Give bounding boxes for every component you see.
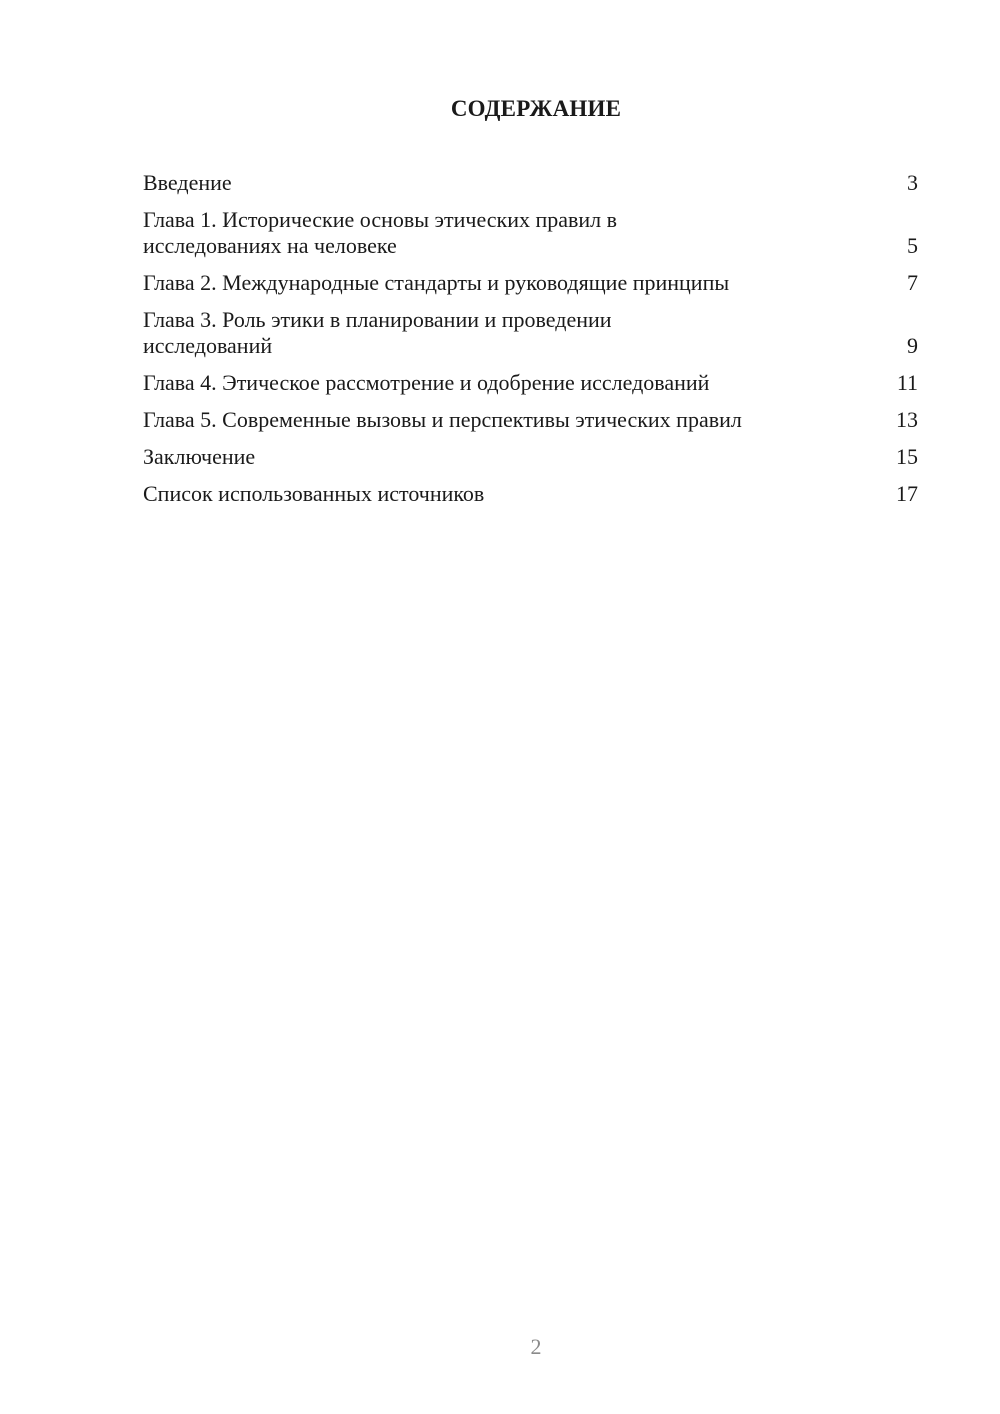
toc-entry-title: Глава 1. Исторические основы этических правил в исследованиях на человеке (143, 207, 618, 258)
toc-entry-page: 15 (896, 444, 918, 469)
toc-entry-page: 9 (907, 333, 918, 358)
toc-entry-title: Заключение (143, 444, 256, 469)
toc-entry-page: 3 (907, 170, 918, 195)
toc-entry-page: 17 (896, 481, 918, 506)
toc-entry-title: Глава 4. Этическое рассмотрение и одобрение исследований (143, 370, 710, 395)
toc-entry-page: 11 (896, 370, 918, 395)
toc-entry-chapter-4 (143, 370, 918, 396)
toc-entry-conclusion (143, 444, 918, 470)
toc-entry-chapter-1 (143, 207, 918, 259)
table-of-contents (143, 170, 918, 518)
toc-entry-page: 7 (907, 270, 918, 295)
toc-entry-title: Глава 2. Международные стандарты и руководящие принципы (143, 270, 730, 295)
toc-entry-title: Глава 3. Роль этики в планировании и проведении исследований (143, 307, 612, 358)
toc-entry-chapter-3 (143, 307, 918, 359)
toc-entry-page: 13 (896, 407, 918, 432)
page-number: 2 (530, 1334, 542, 1359)
toc-entry-references (143, 481, 918, 507)
toc-entry-page: 5 (907, 233, 918, 258)
toc-entry-title: Введение (143, 170, 232, 195)
page-title: СОДЕРЖАНИЕ (450, 96, 622, 121)
toc-entry-chapter-5 (143, 407, 918, 433)
toc-entry-chapter-2 (143, 270, 918, 296)
toc-entry-title: Список использованных источников (143, 481, 485, 506)
toc-entry-introduction (143, 170, 918, 196)
toc-entry-title: Глава 5. Современные вызовы и перспективы этических правил (143, 407, 742, 432)
